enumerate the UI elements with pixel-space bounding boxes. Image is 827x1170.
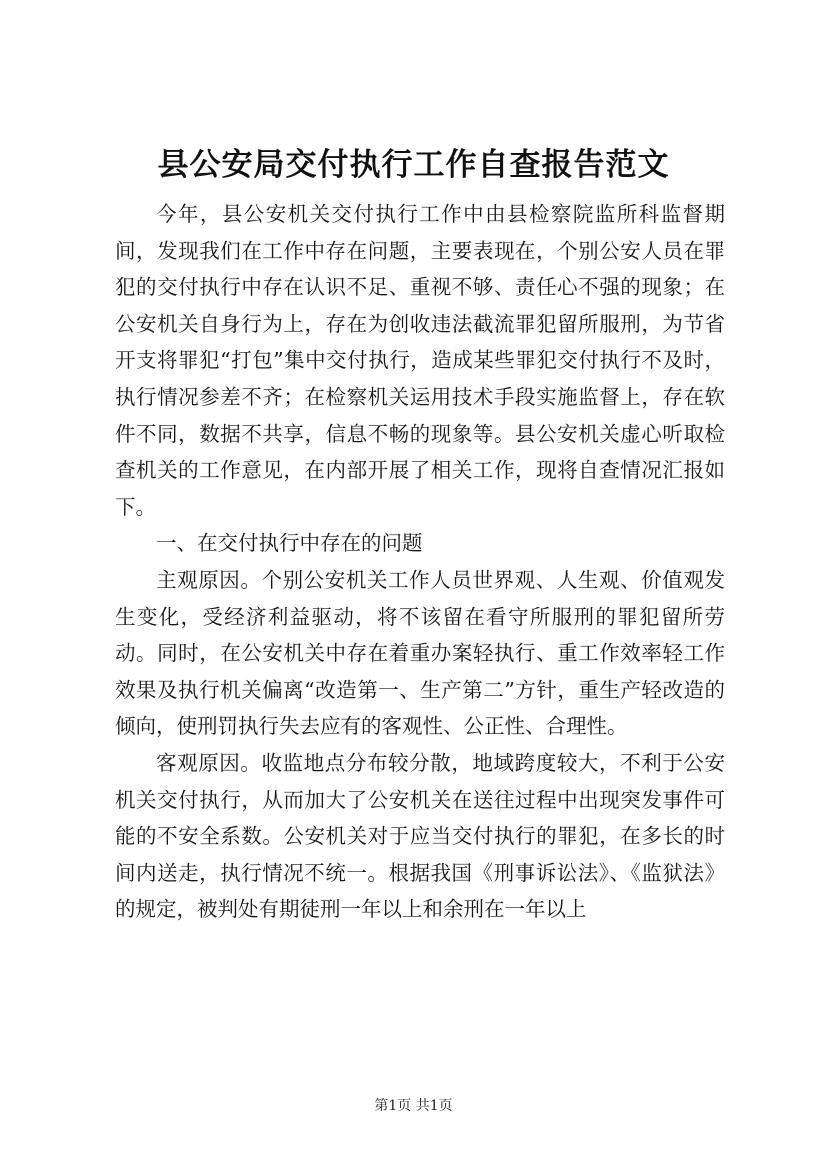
paragraph-objective-causes: 客观原因。收监地点分布较分散，地域跨度较大，不利于公安机关交付执行，从而加大了公安机关在送往过程中出现突发事件可能的不安全系数。公安机关对于应当交付执行的罪犯，在多长的时间内送走，执行情况不统一。根据我国《刑事诉讼法》、《监狱法》的规定，被判处有期徒刑一年以上和余刑在一年以上 [115,750,725,922]
document-title: 县公安局交付执行工作自查报告范文 [157,147,670,183]
paragraph-intro: 今年，县公安机关交付执行工作中由县检察院监所科监督期间，发现我们在工作中存在问题，主要表现在，个别公安人员在罪犯的交付执行中存在认识不足、重视不够、责任心不强的现象；在公安机关自身行为上，存在为创收违法截流罪犯留所服刑，为节省开支将罪犯“打包”集中交付执行，造成某些罪犯交付执行不及时，执行情况参差不齐；在检察机关运用技术手段实施监督上，存在软件不同，数据不共享，信息不畅的现象等。县公安机关虚心听取检查机关的工作意见，在内部开展了相关工作，现将自查情况汇报如下。 [115,202,725,519]
section-heading: 一、在交付执行中存在的问题 [156,531,423,556]
paragraph-subjective-causes: 主观原因。个别公安机关工作人员世界观、人生观、价值观发生变化，受经济利益驱动，将不该留在看守所服刑的罪犯留所劳动。同时，在公安机关中存在着重办案轻执行、重工作效率轻工作效果及执行机关偏离“改造第一、生产第二”方针，重生产轻改造的倾向，使刑罚执行失去应有的客观性、公正性、合理性。 [115,567,725,739]
page-footer: 第1页 共1页 [374,1098,453,1114]
document-body [115,196,725,928]
